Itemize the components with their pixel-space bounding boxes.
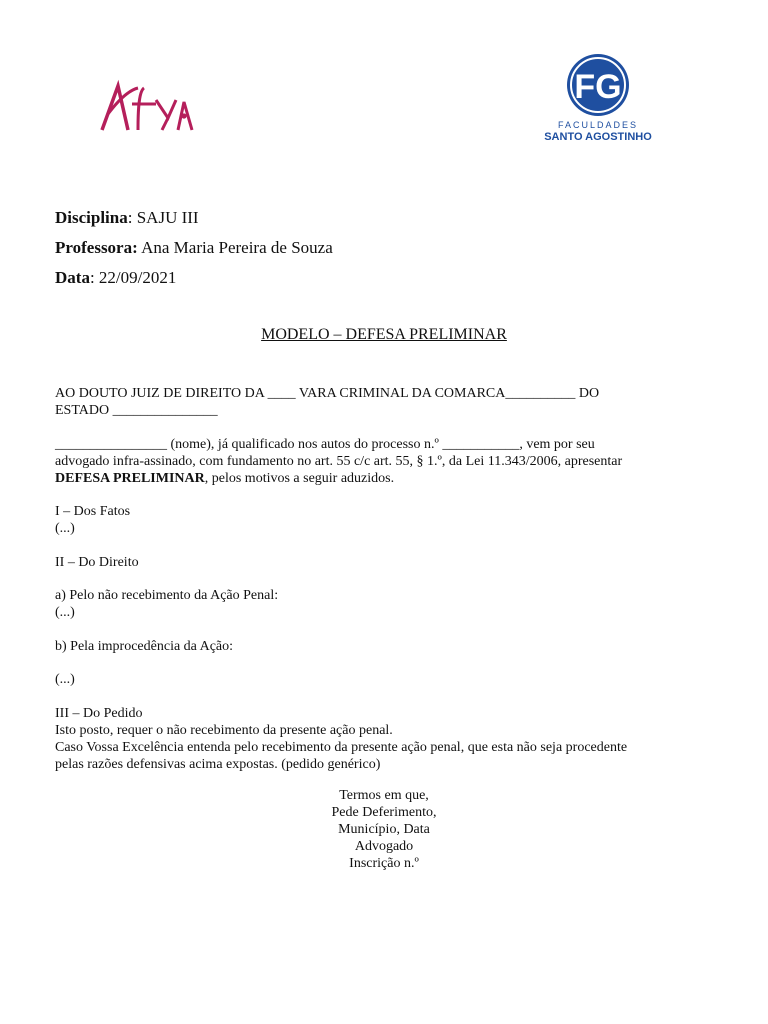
a-heading: a) Pelo não recebimento da Ação Penal: (55, 588, 279, 603)
section-fatos (55, 503, 717, 537)
b-heading: b) Pela improcedência da Ação: (55, 639, 234, 654)
intro-paragraph (55, 436, 717, 487)
professora-label: Professora: (55, 238, 138, 257)
pedido-line-1: Isto posto, requer o não recebimento da presente ação penal. (55, 723, 393, 738)
intro-line-1: ________________ (nome), já qualificado nos autos do processo n.º ___________, vem por seu (55, 437, 595, 452)
pedido-line-3: pelas razões defensivas acima expostas. (pedido genérico) (55, 757, 381, 772)
a-body: (...) (55, 605, 75, 620)
address-block (55, 385, 717, 419)
pedido-heading: III – Do Pedido (55, 706, 143, 721)
address-line-2: ESTADO _______________ (55, 403, 218, 418)
closing-line: Município, Data (338, 822, 430, 837)
data-value: : 22/09/2021 (89, 268, 177, 287)
fsa-initials: FG (574, 68, 622, 106)
disciplina-value: : SAJU III (127, 208, 199, 227)
intro-rest: , pelos motivos a seguir aduzidos. (204, 471, 395, 486)
professora-value: Ana Maria Pereira de Souza (137, 238, 333, 257)
b-body: (...) (55, 672, 75, 687)
direito-heading: II – Do Direito (55, 555, 139, 570)
closing-line: Pede Deferimento, (331, 805, 437, 820)
fsa-line2: SANTO AGOSTINHO (544, 131, 652, 143)
closing-line: Advogado (354, 839, 414, 854)
disciplina-label: Disciplina (55, 208, 128, 227)
document-title: MODELO – DEFESA PRELIMINAR (261, 326, 507, 343)
afya-logo (96, 78, 196, 134)
pedido-line-2: Caso Vossa Excelência entenda pelo recebimento da presente ação penal, que esta não seja procedente (55, 740, 628, 755)
faculdades-santo-agostinho-logo (540, 52, 656, 144)
disciplina-line (55, 208, 199, 228)
closing-line: Termos em que, (339, 788, 429, 803)
address-line-1: AO DOUTO JUIZ DE DIREITO DA ____ VARA CRIMINAL DA COMARCA__________ DO (55, 386, 600, 401)
closing-block (0, 787, 768, 872)
section-a (55, 587, 717, 621)
intro-bold: DEFESA PRELIMINAR (55, 471, 205, 486)
intro-line-3 (55, 470, 717, 487)
data-label: Data (55, 268, 90, 287)
data-line (55, 268, 176, 288)
fsa-line1: FACULDADES (557, 120, 639, 130)
fatos-heading: I – Dos Fatos (55, 504, 131, 519)
intro-line-2: advogado infra-assinado, com fundamento no art. 55 c/c art. 55, § 1.º, da Lei 11.343/2006, apresentar (55, 454, 623, 469)
fatos-body: (...) (55, 521, 75, 536)
professora-line (55, 238, 333, 258)
closing-line: Inscrição n.º (349, 856, 419, 871)
section-pedido (55, 705, 717, 773)
